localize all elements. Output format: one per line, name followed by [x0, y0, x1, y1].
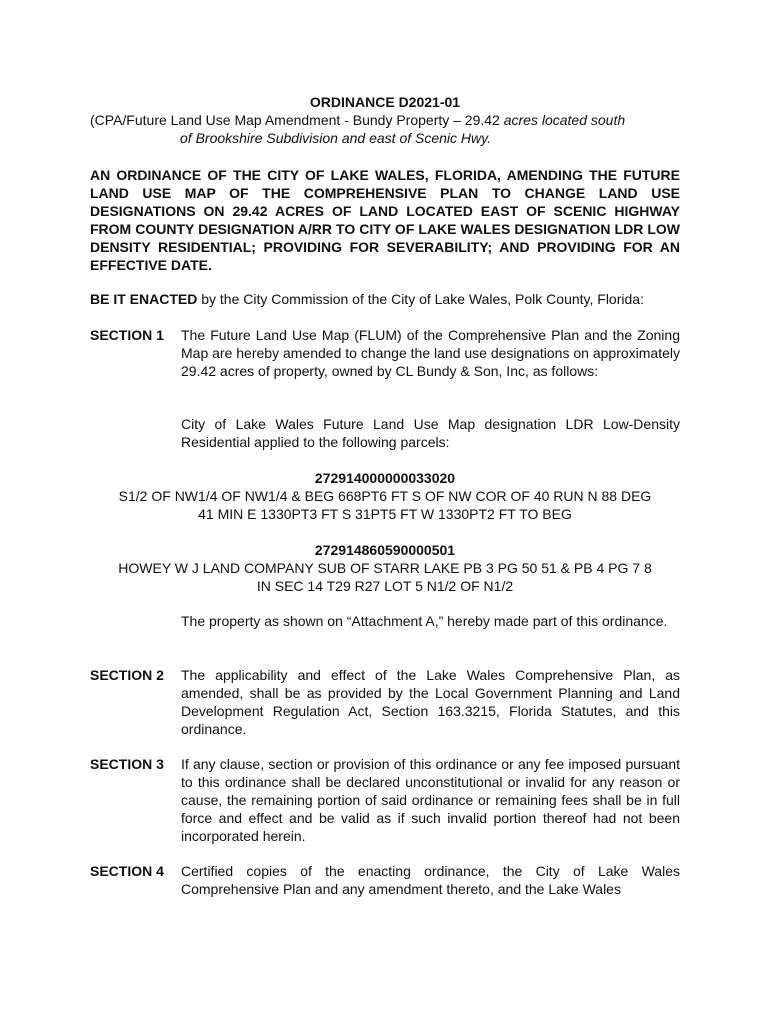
section-text: If any clause, section or provision of this ordinance or any fee imposed pursuant to this ordinance shall be declared unconstitutional or invalid for any reason or cause, the remaining portion of said ordinance or remaining fees shall be in full force and effect and be valid as if such invalid portion thereof had not been incorporated herein. — [181, 756, 680, 844]
section-text: The applicability and effect of the Lake Wales Comprehensive Plan, as amended, shall be as provided by the Local Government Planning and Land Development Regulation Act, Section 163.3215, Florida Statutes, and this ordinance. — [181, 667, 680, 737]
designation-paragraph: City of Lake Wales Future Land Use Map designation LDR Low-Density Residential applied to the following parcels: — [181, 416, 680, 450]
parcel-1 — [80, 469, 690, 523]
ordinance-title: ORDINANCE D2021-01 — [309, 94, 461, 110]
parcel-description-line: S1/2 OF NW1/4 OF NW1/4 & BEG 668PT6 FT S OF NW COR OF 40 RUN N 88 DEG — [118, 488, 652, 504]
parcel-description-line: HOWEY W J LAND COMPANY SUB OF STARR LAKE PB 3 PG 50 51 & PB 4 PG 7 8 — [118, 560, 652, 576]
section-4 — [90, 862, 680, 898]
subtitle-italic-1: acres located south — [503, 112, 626, 128]
section-label: SECTION 1 — [90, 327, 164, 343]
section-3 — [90, 755, 680, 845]
section-label: SECTION 3 — [90, 756, 164, 772]
enacting-clause — [90, 290, 690, 308]
section-2 — [90, 666, 680, 738]
section-label: SECTION 4 — [90, 863, 164, 879]
parcel-description-line: 41 MIN E 1330PT3 FT S 31PT5 FT W 1330PT2 FT TO BEG — [198, 506, 572, 522]
subtitle-italic-2: of Brookshire Subdivision and east of Scenic Hwy. — [180, 130, 492, 146]
ordinance-caption: AN ORDINANCE OF THE CITY OF LAKE WALES, FLORIDA, AMENDING THE FUTURE LAND USE MAP OF THE COMPREHENSIVE PLAN TO CHANGE LAND USE DESIGNATIONS ON 29.42 ACRES OF LAND LOCATED EAST OF SCENIC HIGHWAY FROM COUNTY DESIGNATION A/RR TO CITY OF LAKE WALES DESIGNATION LDR LOW DENSITY RESIDENTIAL; PROVIDING FOR SEVERABILITY; AND PROVIDING FOR AN EFFECTIVE DATE. — [90, 167, 680, 273]
section-label: SECTION 2 — [90, 667, 164, 683]
parcel-number: 272914860590000501 — [314, 542, 456, 558]
subtitle-prefix: (CPA/Future Land Use Map Amendment - Bundy Property – 29.42 — [90, 112, 504, 128]
enacting-clause-text: by the City Commission of the City of Lake Wales, Polk County, Florida: — [197, 291, 644, 307]
enacting-clause-bold: BE IT ENACTED — [90, 291, 198, 307]
parcel-number: 272914000000033020 — [314, 470, 456, 486]
section-1 — [90, 326, 680, 380]
parcel-2 — [80, 541, 690, 595]
parcel-description-line: IN SEC 14 T29 R27 LOT 5 N1/2 OF N1/2 — [256, 578, 514, 594]
section-text: Certified copies of the enacting ordinance, the City of Lake Wales Comprehensive Plan and any amendment thereto, and the Lake Wales — [181, 863, 680, 897]
attachment-paragraph: The property as shown on “Attachment A,” hereby made part of this ordinance. — [181, 613, 668, 629]
section-text: The Future Land Use Map (FLUM) of the Comprehensive Plan and the Zoning Map are hereby amended to change the land use designations on approximately 29.42 acres of property, owned by CL Bundy & Son, Inc, as follows: — [181, 327, 680, 379]
ordinance-subtitle — [90, 111, 690, 147]
